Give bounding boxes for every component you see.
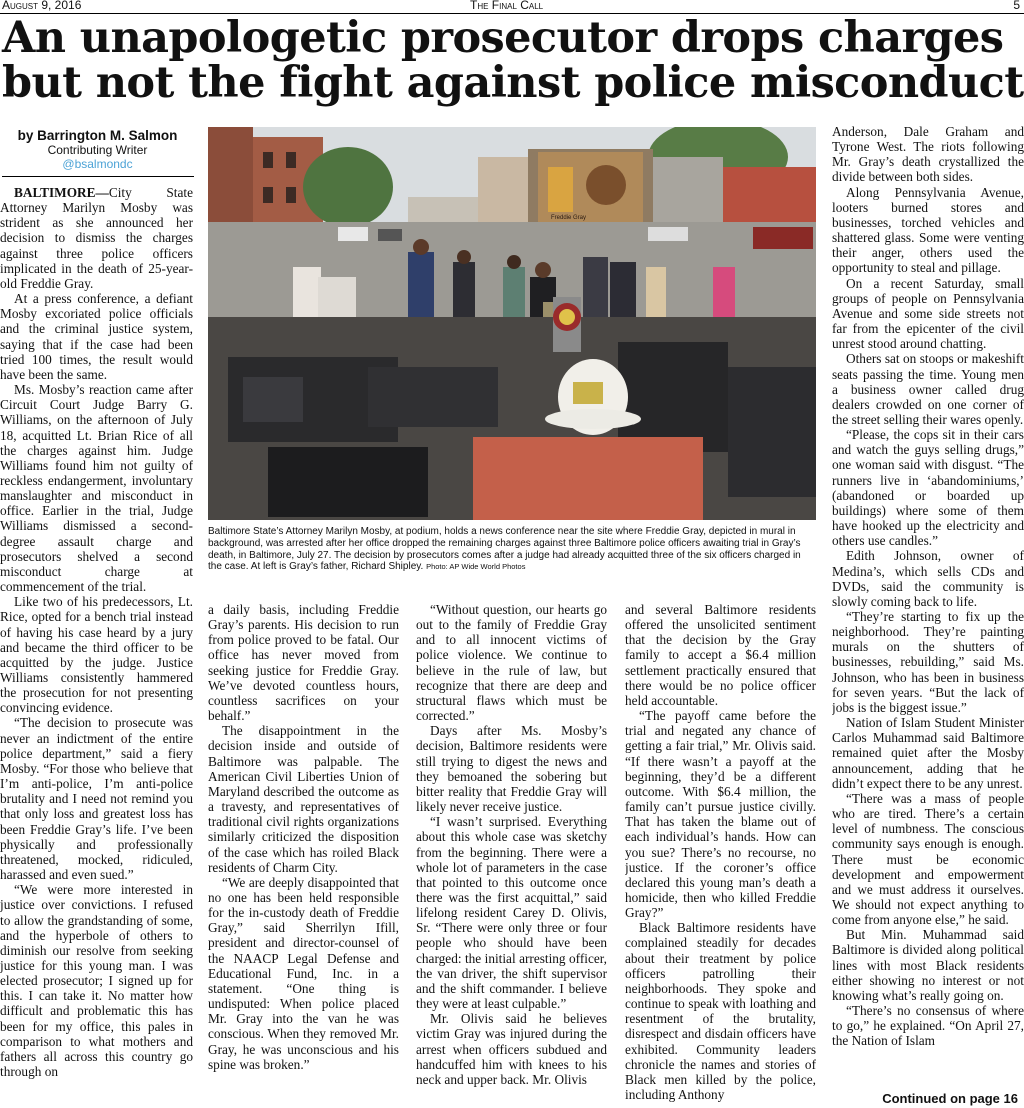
article-paragraph: “We were more interested in justice over convictions. I refused to allow the grandstanding of some, and the hyperbole of others to diminish our resolve from seeking justice for this young man. I was elected prosecutor; I signed up for this. I can take it. No matter how difficult and problematic this has been for my office, this pales in comparison to what mothers and fathers all across this country go through on <box>0 882 193 1080</box>
article-column-5 <box>832 124 1024 1091</box>
news-conference-photo <box>208 127 816 520</box>
headline-line-1: An unapologetic prosecutor drops charges <box>2 13 1004 63</box>
article-paragraph: On a recent Saturday, small groups of people on Pennsylvania Avenue and some side streets not far from the epicenter of the civil unrest stood around chatting. <box>832 275 1024 352</box>
author-role: Contributing Writer <box>47 143 148 157</box>
mural-sign: Freddie Gray <box>551 215 587 221</box>
article-paragraph: Nation of Islam Student Minister Carlos Muhammad said Baltimore remained quiet after the Mosby announcement, adding that he didn’t expect there to be any unrest. <box>832 715 1024 791</box>
article-paragraph: Anderson, Dale Graham and Tyrone West. The riots following Mr. Gray’s death crystallized the divide between both sides. <box>832 124 1024 185</box>
article-column-4 <box>625 602 816 1108</box>
author-twitter-handle: @bsalmondc <box>62 157 133 171</box>
issue-date: August 9, 2016 <box>2 0 82 12</box>
article-paragraph: At a press conference, a defiant Mosby excoriated police officials and the criminal justice system, saying that if the case had been tried 100 times, the result would have been the same. <box>0 291 193 382</box>
photo-caption <box>208 526 816 573</box>
author-name: by Barrington M. Salmon <box>17 128 178 143</box>
page-number: 5 <box>1013 0 1020 12</box>
article-paragraph: “We are deeply disappointed that no one has been held responsible for the in-custody death of Freddie Gray,” said Sherrilyn Ifill, president and director-counsel of the NAACP Legal Defense and Educational Fund, Inc. in a statement. “One thing is undisputed: When police placed Mr. Gray into the van he was conscious. When they removed Mr. Gray, he was unconscious and his spine was broken.” <box>208 874 399 1072</box>
article-column-2 <box>208 602 399 1108</box>
caption-text: Baltimore State’s Attorney Marilyn Mosby, at podium, holds a news conference near the site where Freddie Gray, depicted in mural in background, was arrested after her office dropped the remaining charges against three Baltimore police officers awaiting trial in Gray’s death, in Baltimore, July 27. The decision by prosecutors comes after a judge had already acquitted three of the six officers charged in the case. At left is Gray’s father, Richard Shipley. <box>208 526 801 573</box>
article-paragraph: But Min. Muhammad said Baltimore is divided along political lines with most Black residents either showing no interest or not knowing what’s really going on. <box>832 927 1024 1003</box>
news-conference-photo-illustration <box>208 127 816 520</box>
byline <box>0 129 195 171</box>
continued-jump-line: Continued on page 16 <box>878 1091 1018 1106</box>
article-paragraph: “Please, the cops sit in their cars and watch the guys selling drugs,” one woman said with disgust. “The runners live in ‘abandominiums,’ (abandoned or boarded up buildings) where some of them have hooked up the electricity and others use candles.” <box>832 427 1024 549</box>
article-paragraph: Ms. Mosby’s reaction came after Circuit Court Judge Barry G. Williams, on the afternoon of July 18, acquitted Lt. Brian Rice of all the charges against him. Judge Williams found him not guilty of reckless endangerment, involuntary manslaughter and misconduct in office. Earlier in the trial, Judge Williams dismissed a second-degree assault charge and prosecutors shelved a second misconduct charge at commencement of the trial. <box>0 382 193 595</box>
article-paragraph: “There was a mass of people who are tired. There’s a certain level of numbness. The conscious community says enough is enough. There must be economic development and empowerment and we must address it ourselves. We should not expect anything to come from anyone else,” he said. <box>832 790 1024 928</box>
article-paragraph: Mr. Olivis said he believes victim Gray was injured during the arrest when officers subdued and handcuffed him with knees to his neck and upper back. Mr. Olivis <box>416 1011 607 1087</box>
article-paragraph: “They’re starting to fix up the neighborhood. They’re painting murals on the shutters of businesses, rebuilding,” said Ms. Johnson, who has been in business for seven years. “But the lack of jobs is the biggest issue.” <box>832 609 1024 715</box>
dateline: BALTIMORE— <box>14 185 109 200</box>
headline-line-2: but not the fight against police misconduct <box>2 58 1024 108</box>
article-paragraph: Days after Ms. Mosby’s decision, Baltimore residents were still trying to digest the news and they bemoaned the sobering but bitter reality that Freddie Gray will likely never receive justice. <box>416 723 607 815</box>
article-paragraph: Others sat on stoops or makeshift seats passing the time. Young men a business owner called drug dealers crowded on one corner of the street selling their wares openly. <box>832 351 1024 427</box>
page-header <box>0 0 1024 14</box>
article-paragraph: a daily basis, including Freddie Gray’s parents. His decision to run from police proved to be fatal. Our office has never moved from seeking justice for Freddie Gray. We’ve devoted countless hours, countless sacrifices on your behalf.” <box>208 602 399 724</box>
article-column-1 <box>0 185 193 1108</box>
article-paragraph: “Without question, our hearts go out to the family of Freddie Gray and to all innocent victims of police violence. We continue to believe in the rule of law, but recognize that there are deep and structural flaws which must be corrected.” <box>416 602 607 724</box>
article-paragraph: and several Baltimore residents offered the unsolicited sentiment that the decision by the Gray family to accept a $6.4 million settlement practically ensured that there would be no police officer held accountable. <box>625 602 816 708</box>
article-paragraph: “The payoff came before the trial and negated any chance of getting a fair trial,” Mr. Olivis said. “If there wasn’t a payoff at the beginning, they’d be a different outcome. With $6.4 million, the family can’t pursue justice civilly. That has taken the blame out of each individual’s hands. How can you sue? There’s no recourse, no justice. If the coroner’s office declared this young man’s death a homicide, then who killed Freddie Gray?” <box>625 708 816 921</box>
article-paragraph: Along Pennsylvania Avenue, looters burned stores and businesses, torched vehicles and shattered glass. Some were venting their anger, others used the opportunity to steal and pillage. <box>832 184 1024 276</box>
article-paragraph: The disappointment in the decision inside and outside of Baltimore was palpable. The American Civil Liberties Union of Maryland described the outcome as a travesty, and representatives of traditional civil rights organizations similarly criticized the disposition of the case which has roiled Black residents of Charm City. <box>208 723 399 875</box>
article-paragraph: “I wasn’t surprised. Everything about this whole case was sketchy from the beginning. There were a whole lot of parameters in the case that pointed to this outcome once there was the first acquittal,” said lifelong resident Carey D. Olivis, Sr. “There were only three or four people who should have been charged: the initial arresting officer, the van driver, the shift supervisor and the shift commander. I believe they were at least culpable.” <box>416 814 607 1012</box>
article-paragraph: Edith Johnson, owner of Medina’s, which sells CDs and DVDs, said the community is slowly coming back to life. <box>832 548 1024 609</box>
byline-divider <box>2 176 194 177</box>
article-paragraph <box>0 185 193 291</box>
photo-credit: Photo: AP Wide World Photos <box>426 562 526 572</box>
publication-name: The Final Call <box>470 0 544 12</box>
article-paragraph: “There’s no consensus of where to go,” he explained. “On April 27, the Nation of Islam <box>832 1003 1024 1049</box>
paragraph-text: City State Attorney Marilyn Mosby was strident as she announced her decision to dismiss the charges against three police officers implicated in the death of 25-year-old Freddie Gray. <box>0 185 193 291</box>
article-paragraph: Like two of his predecessors, Lt. Rice, opted for a bench trial instead of having his case heard by a jury and became the third officer to be acquitted by the judge. Justice Williams consistently hammered the prosecution for not presenting convincing evidence. <box>0 594 193 716</box>
article-paragraph: “The decision to prosecute was never an indictment of the entire police department,” said a fiery Mosby. “For those who believe that I’m anti-police, I’m anti-police brutality and I need not remind you that only loss and greatest loss has been Freddie Gray’s life. I’ve been physically and professionally threatened, mocked, ridiculed, harassed and even sued.” <box>0 715 193 883</box>
headline <box>2 13 1024 108</box>
article-column-3 <box>416 602 607 1108</box>
article-paragraph: Black Baltimore residents have complained steadily for decades about their treatment by police officers patrolling their neighborhoods. They spoke and continue to speak with loathing and resentment of the brutality, disrespect and disdain officers have exhibited. Community leaders chronicle the names and stories of Black men killed by the police, including Anthony <box>625 920 816 1102</box>
